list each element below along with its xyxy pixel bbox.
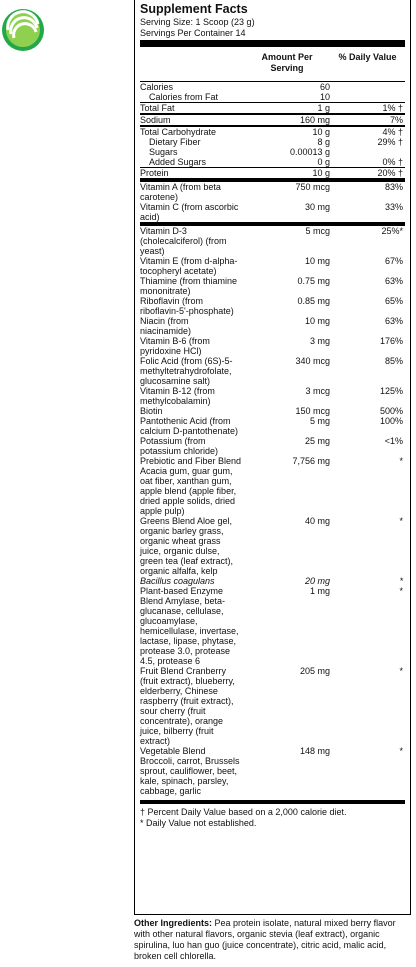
other-ingredients	[134, 918, 413, 962]
other-ingredients-label: Other Ingredients:	[134, 918, 213, 928]
nutrient-amount: 8 g	[317, 137, 330, 147]
nutrient-amount: 7,756 mg	[292, 456, 330, 466]
nutrient-amount: 160 mg	[299, 115, 330, 125]
nutrient-amount: 148 mg	[299, 746, 330, 756]
nutrient-amount: 10 mg	[304, 316, 330, 326]
nutrient-name: Thiamine (from thiamine mononitrate)	[140, 276, 238, 296]
nutrient-row	[140, 666, 405, 746]
nutrient-row	[140, 456, 405, 516]
nutrient-row	[140, 296, 405, 316]
nutrient-dv: *	[399, 666, 403, 676]
nutrient-name: Vegetable Blend Broccoli, carrot, Brussels sprout, cauliflower, beet, kale, spinach, parsley, cabbage, garlic	[140, 746, 240, 796]
other-ingredients-text: Pea protein isolate, natural mixed berry flavor with other natural flavors, organic stevia (leaf extract), organic spirulina, luo han guo (juice concentrate), citric acid, malic acid, broken cell chlorella.	[134, 918, 396, 961]
nutrient-dv: <1%	[384, 436, 403, 446]
nutrient-table	[140, 81, 405, 796]
nutrient-dv: *	[399, 586, 403, 596]
nutrient-dv: 1% †	[382, 103, 403, 113]
nutrient-amount: 1 mg	[309, 586, 330, 596]
nutrient-dv: *	[399, 456, 403, 466]
nutrient-dv: 4% †	[382, 127, 403, 137]
nutrient-name: Vitamin B-12 (from methylcobalamin)	[140, 386, 215, 406]
nutrient-amount: 340 mcg	[295, 356, 330, 366]
nutrient-dv: 33%	[384, 202, 403, 212]
nutrient-amount: 205 mg	[299, 666, 330, 676]
nutrient-dv: 83%	[384, 182, 403, 192]
nutrient-amount: 10 g	[312, 168, 330, 178]
nutrient-name: Greens Blend Aloe gel, organic barley grass, organic wheat grass juice, organic dulse, green tea (leaf extract), organic alfalfa, kelp	[140, 516, 234, 576]
nutrient-row	[140, 157, 405, 167]
nutrient-dv: 85%	[384, 356, 403, 366]
footnotes	[140, 800, 405, 828]
nutrient-amount: 30 mg	[304, 202, 330, 212]
nutrient-row	[140, 746, 405, 796]
nutrient-name: Prebiotic and Fiber Blend Acacia gum, guar gum, oat fiber, xanthan gum, apple blend (apple fiber, dried apple solids, dried apple pulp)	[140, 456, 242, 516]
nutrient-amount: 750 mcg	[295, 182, 330, 192]
dv-header: % Daily Value	[338, 52, 397, 62]
nutrient-amount: 25 mg	[304, 436, 330, 446]
nutrient-dv: 100%	[379, 416, 403, 426]
footnote-dagger: † Percent Daily Value based on a 2,000 calorie diet.	[140, 807, 347, 817]
nutrient-dv: 500%	[379, 406, 403, 416]
nutrient-name: Fruit Blend Cranberry (fruit extract), blueberry, elderberry, Chinese raspberry (fruit extract), sour cherry (fruit concentrate), orange juice, bilberry (fruit extract)	[140, 666, 235, 746]
nutrient-name: Vitamin B-6 (from pyridoxine HCl)	[140, 336, 210, 356]
panel-title: Supplement Facts	[140, 2, 248, 16]
nutrient-row	[140, 102, 405, 113]
brand-logo	[0, 8, 46, 52]
nutrient-name: Vitamin A (from beta carotene)	[140, 182, 221, 202]
nutrient-row	[140, 386, 405, 406]
nutrient-amount: 10 mg	[304, 256, 330, 266]
nutrient-row	[140, 586, 405, 666]
nutrient-name: Calories from Fat	[149, 92, 219, 102]
nutrient-dv: 0% †	[382, 157, 403, 167]
nutrient-dv: 63%	[384, 316, 403, 326]
nutrient-row	[140, 113, 405, 125]
nutrient-dv: 25%*	[381, 226, 403, 236]
nutrient-dv: 125%	[379, 386, 403, 396]
nutrient-name: Sodium	[140, 115, 171, 125]
nutrient-name: Vitamin C (from ascorbic acid)	[140, 202, 239, 222]
nutrient-row	[140, 336, 405, 356]
nutrient-row	[140, 576, 405, 586]
nutrient-amount: 3 mcg	[305, 386, 330, 396]
nutrient-row	[140, 202, 405, 222]
nutrient-amount: 40 mg	[304, 516, 330, 526]
nutrient-row	[140, 147, 405, 157]
nutrient-dv: 65%	[384, 296, 403, 306]
nutrient-dv: *	[399, 576, 403, 586]
nutrient-name: Calories	[140, 82, 174, 92]
nutrient-row	[140, 81, 405, 92]
nutrient-dv: 67%	[384, 256, 403, 266]
nutrient-row	[140, 167, 405, 178]
nutrient-amount: 20 mg	[304, 576, 330, 586]
nutrient-amount: 3 mg	[309, 336, 330, 346]
nutrient-name: Plant-based Enzyme Blend Amylase, beta-glucanase, cellulase, glucoamylase, hemicellulase, invertase, lactase, lipase, phytase, protease 3.0, protease 4.5, protease 6	[140, 586, 239, 666]
nutrient-name: Total Fat	[140, 103, 175, 113]
nutrient-name: Biotin	[140, 406, 163, 416]
nutrient-name: Dietary Fiber	[149, 137, 201, 147]
nutrient-row	[140, 406, 405, 416]
nutrient-amount: 60	[319, 82, 330, 92]
nutrient-name: Total Carbohydrate	[140, 127, 217, 137]
nutrient-amount: 0.00013 g	[289, 147, 330, 157]
nutrient-dv: 63%	[384, 276, 403, 286]
nutrient-row	[140, 316, 405, 336]
nutrient-amount: 10	[319, 92, 330, 102]
nutrient-row	[140, 356, 405, 386]
nutrient-name: Vitamin D-3 (cholecalciferol) (from yeast)	[140, 226, 227, 256]
amount-header: Amount Per Serving	[261, 52, 313, 73]
nutrient-dv: 29% †	[377, 137, 403, 147]
nutrient-name: Sugars	[149, 147, 178, 157]
nutrient-amount: 150 mcg	[295, 406, 330, 416]
nutrient-amount: 10 g	[312, 127, 330, 137]
nutrient-dv: 20% †	[377, 168, 403, 178]
supplement-facts-panel	[134, 0, 411, 915]
nutrient-amount: 5 mg	[309, 416, 330, 426]
nutrient-dv: 176%	[379, 336, 403, 346]
nutrient-name: Folic Acid (from (6S)-5-methyltetrahydrofolate, glucosamine salt)	[140, 356, 233, 386]
servings-per-container: Servings Per Container 14	[140, 27, 246, 38]
nutrient-row	[140, 137, 405, 147]
nutrient-dv: 7%	[389, 115, 403, 125]
nutrient-row	[140, 276, 405, 296]
nutrient-name: Pantothenic Acid (from calcium D-pantothenate)	[140, 416, 239, 436]
nutrient-row	[140, 222, 405, 256]
nutrient-row	[140, 92, 405, 102]
nutrient-amount: 1 g	[317, 103, 330, 113]
nutrient-name: Potassium (from potassium chloride)	[140, 436, 219, 456]
nutrient-name: Protein	[140, 168, 169, 178]
nutrient-amount: 0.75 mg	[297, 276, 330, 286]
nutrient-dv	[330, 82, 405, 92]
nutrient-row	[140, 256, 405, 276]
nutrient-name: Added Sugars	[149, 157, 207, 167]
nutrient-row	[140, 178, 405, 202]
nutrient-name: Riboflavin (from riboflavin-5'-phosphate)	[140, 296, 234, 316]
nutrient-row	[140, 125, 405, 137]
nutrient-row	[140, 516, 405, 576]
footnote-star: * Daily Value not established.	[140, 817, 257, 828]
serving-size: Serving Size: 1 Scoop (23 g)	[140, 17, 255, 27]
nutrient-name: Vitamin E (from d-alpha-tocopheryl acetate)	[140, 256, 238, 276]
column-header	[140, 40, 405, 81]
nutrient-dv: *	[399, 516, 403, 526]
nutrient-name: Niacin (from niacinamide)	[140, 316, 192, 336]
nutrient-amount: 0.85 mg	[297, 296, 330, 306]
nutrient-dv: *	[399, 746, 403, 756]
nutrient-row	[140, 416, 405, 436]
nutrient-amount: 5 mcg	[305, 226, 330, 236]
nutrient-dv	[330, 92, 405, 102]
nutrient-name: Bacillus coagulans	[140, 576, 215, 586]
nutrient-amount: 0 g	[317, 157, 330, 167]
nutrient-dv	[330, 147, 405, 157]
nutrient-row	[140, 436, 405, 456]
